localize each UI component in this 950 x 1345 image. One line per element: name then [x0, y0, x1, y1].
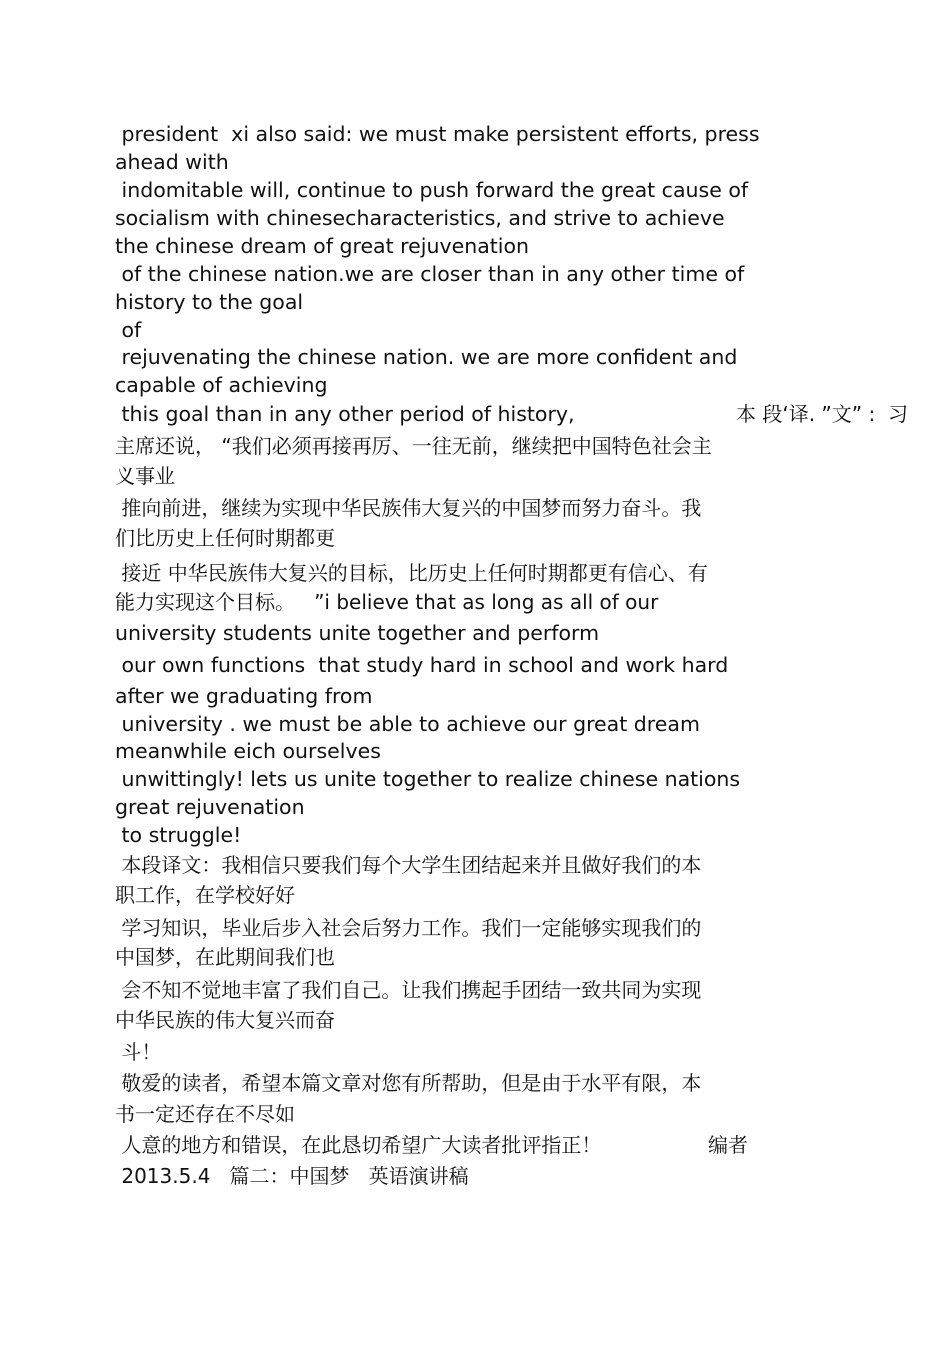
- text-line: the chinese dream of great rejuvenation: [115, 234, 530, 258]
- text-line: 职工作，在学校好好: [115, 883, 295, 907]
- text-line: 斗！: [115, 1040, 162, 1064]
- text-line: after we graduating from: [115, 684, 373, 708]
- text-line: university students unite together and perform: [115, 621, 600, 645]
- text-line: 中华民族的伟大复兴而奋: [115, 1008, 335, 1032]
- text-line: 推向前进，继续为实现中华民族伟大复兴的中国梦而努力奋斗。我: [115, 496, 702, 520]
- text-line: 能力实现这个目标。 ”i believe that as long as all of our: [115, 590, 659, 614]
- text-line: ahead with: [115, 150, 229, 174]
- text-line: of the chinese nation.we are closer than in any other time of: [115, 262, 745, 286]
- text-line: 敬爱的读者，希望本篇文章对您有所帮助，但是由于水平有限，本: [115, 1071, 702, 1095]
- text-line: 接近 中华民族伟大复兴的目标，比历史上任何时期都更有信心、有: [115, 561, 708, 585]
- text-line: president xi also said: we must make persistent efforts, press: [115, 122, 760, 146]
- editor-label: 编者: [708, 1133, 748, 1157]
- text-line: unwittingly! lets us unite together to realize chinese nations: [115, 767, 741, 791]
- text-line: our own functions that study hard in school and work hard: [115, 653, 729, 677]
- text-line: 2013.5.4 篇二：中国梦 英语演讲稿: [115, 1164, 469, 1188]
- text-line: 中国梦，在此期间我们也: [115, 945, 335, 969]
- text-line: of: [115, 318, 142, 342]
- text-line: indomitable will, continue to push forward the great cause of: [115, 178, 749, 202]
- text-line: 书一定还存在不尽如: [115, 1102, 295, 1126]
- text-line: 会不知不觉地丰富了我们自己。让我们携起手团结一致共同为实现: [115, 978, 702, 1002]
- text-line: meanwhile eich ourselves: [115, 739, 381, 763]
- text-line: 义事业: [115, 464, 175, 488]
- text-line: to struggle!: [115, 823, 242, 847]
- text-line: rejuvenating the chinese nation. we are more confident and: [115, 345, 738, 369]
- text-line: this goal than in any other period of history,: [115, 402, 575, 426]
- text-line: history to the goal: [115, 290, 304, 314]
- text-line: 人意的地方和错误，在此恳切希望广大读者批评指正！: [115, 1133, 602, 1157]
- text-line: 们比历史上任何时期都更: [115, 526, 335, 550]
- translation-heading: 本 段‘译. ”文” : 习: [736, 402, 908, 426]
- text-line: university . we must be able to achieve our great dream: [115, 712, 700, 736]
- text-line: great rejuvenation: [115, 795, 305, 819]
- text-line: 本段译文：我相信只要我们每个大学生团结起来并且做好我们的本: [115, 853, 702, 877]
- text-line: capable of achieving: [115, 373, 328, 397]
- text-line: socialism with chinesecharacteristics, and strive to achieve: [115, 206, 725, 230]
- text-line: 主席还说， “我们必须再接再厉、一往无前，继续把中国特色社会主: [115, 434, 712, 458]
- text-line: 学习知识，毕业后步入社会后努力工作。我们一定能够实现我们的: [115, 916, 702, 940]
